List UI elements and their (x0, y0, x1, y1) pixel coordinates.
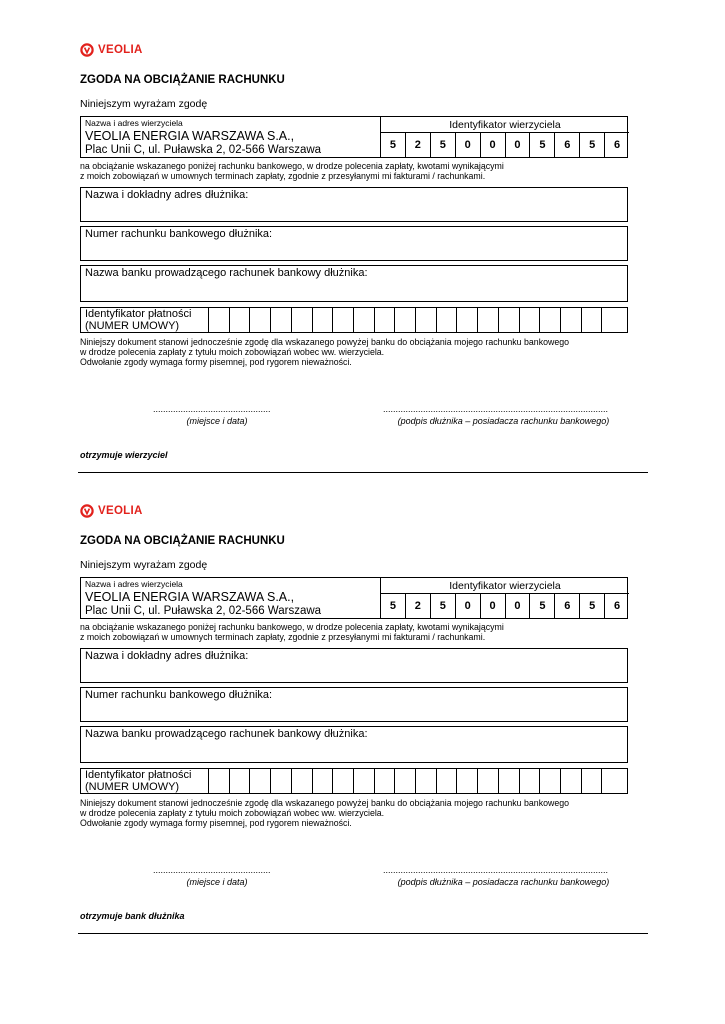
payment-id-field[interactable] (80, 307, 628, 333)
payment-id-cell[interactable] (415, 308, 437, 332)
payment-id-cell[interactable] (374, 769, 396, 793)
creditor-name: VEOLIA ENERGIA WARSZAWA S.A., (85, 590, 295, 604)
creditor-id-digit: 0 (480, 133, 505, 158)
creditor-id-digit: 5 (430, 133, 455, 158)
account-number-label: Numer rachunku bankowego dłużnika: (85, 228, 273, 240)
payment-id-sublabel: (NUMER UMOWY) (85, 781, 180, 793)
bank-name-field[interactable] (80, 265, 628, 302)
payment-id-cell[interactable] (208, 308, 230, 332)
debtor-name-label: Nazwa i dokładny adres dłużnika: (85, 189, 249, 201)
payment-id-cell[interactable] (332, 308, 354, 332)
creditor-id-block (380, 117, 629, 157)
statement-text: Niniejszy dokument stanowi jednocześnie zgodę dla wskazanego powyżej banku do obciążania mojego rachunku bankowego w drodze polecenia zapłaty z tytułu moich zobowiązań wobec ww. wierzyciela. Odwołanie zgody wymaga formy pisemnej, pod rygorem nieważności. (80, 798, 570, 829)
creditor-id-digit: 0 (505, 133, 530, 158)
account-number-field[interactable] (80, 226, 628, 261)
signature-caption: (podpis dłużnika – posiadacza rachunku bankowego) (397, 877, 610, 887)
intro-text: Niniejszym wyrażam zgodę (80, 559, 208, 571)
place-date-line[interactable]: ............................................... (153, 404, 271, 414)
recipient-note: otrzymuje wierzyciel (80, 450, 168, 460)
payment-id-cell[interactable] (581, 769, 603, 793)
signature-caption: (podpis dłużnika – posiadacza rachunku bankowego) (397, 416, 610, 426)
creditor-box (80, 577, 628, 619)
payment-id-cell[interactable] (519, 769, 541, 793)
payment-id-cell[interactable] (456, 769, 478, 793)
payment-id-cell[interactable] (249, 308, 271, 332)
creditor-id-block (380, 578, 629, 618)
creditor-id-digit: 6 (554, 594, 579, 619)
payment-id-cell[interactable] (436, 308, 458, 332)
debtor-name-field[interactable] (80, 187, 628, 222)
creditor-label: Nazwa i adres wierzyciela (85, 579, 183, 589)
creditor-id-digit: 5 (389, 600, 397, 612)
creditor-id-digit: 5 (389, 139, 397, 151)
payment-id-cell[interactable] (270, 308, 292, 332)
creditor-id-digit: 0 (455, 133, 480, 158)
creditor-id-digit: 6 (604, 133, 629, 158)
creditor-id-digit: 5 (529, 133, 554, 158)
creditor-id-digits (381, 132, 629, 158)
creditor-id-digit: 2 (405, 594, 430, 619)
payment-id-cell[interactable] (539, 769, 561, 793)
bank-name-field[interactable] (80, 726, 628, 763)
creditor-id-digit: 5 (579, 594, 604, 619)
payment-id-cell[interactable] (229, 308, 251, 332)
logo-text: VEOLIA (98, 505, 143, 517)
payment-id-cell[interactable] (498, 308, 520, 332)
creditor-id-digit: 6 (604, 594, 629, 619)
payment-id-cell[interactable] (581, 308, 603, 332)
payment-id-cell[interactable] (312, 308, 334, 332)
creditor-id-digit: 0 (505, 594, 530, 619)
payment-id-cell[interactable] (353, 769, 375, 793)
creditor-label: Nazwa i adres wierzyciela (85, 118, 183, 128)
debtor-name-label: Nazwa i dokładny adres dłużnika: (85, 650, 249, 662)
creditor-id-digit: 5 (579, 133, 604, 158)
payment-id-cell[interactable] (539, 308, 561, 332)
form-title: ZGODA NA OBCIĄŻANIE RACHUNKU (80, 535, 285, 547)
payment-id-field[interactable] (80, 768, 628, 794)
payment-id-label: Identyfikator płatności (85, 769, 192, 781)
payment-id-cell[interactable] (560, 308, 582, 332)
creditor-id-digit: 5 (430, 594, 455, 619)
payment-id-cell[interactable] (353, 308, 375, 332)
debtor-name-field[interactable] (80, 648, 628, 683)
payment-id-cell[interactable] (291, 769, 313, 793)
payment-id-cell[interactable] (208, 769, 230, 793)
statement-text: Niniejszy dokument stanowi jednocześnie zgodę dla wskazanego powyżej banku do obciążania mojego rachunku bankowego w drodze polecenia zapłaty z tytułu moich zobowiązań wobec ww. wierzyciela. Odwołanie zgody wymaga formy pisemnej, pod rygorem nieważności. (80, 337, 570, 368)
veolia-logo (80, 43, 143, 57)
place-date-caption: (miejsce i data) (186, 877, 248, 887)
creditor-id-digit: 0 (480, 594, 505, 619)
payment-id-cell[interactable] (270, 769, 292, 793)
creditor-box (80, 116, 628, 158)
consent-text: na obciążanie wskazanego poniżej rachunku bankowego, w drodze polecenia zapłaty, kwotami wynikającymi z moich zobowiązań w umownych terminach zapłaty, zgodnie z przesyłanymi mi fakturami / rachunkami. (80, 622, 504, 643)
account-number-field[interactable] (80, 687, 628, 722)
payment-id-cell[interactable] (249, 769, 271, 793)
place-date-caption: (miejsce i data) (186, 416, 248, 426)
payment-id-cell[interactable] (415, 769, 437, 793)
payment-id-cell[interactable] (394, 769, 416, 793)
payment-id-cell[interactable] (456, 308, 478, 332)
creditor-id-digit: 6 (554, 133, 579, 158)
place-date-line[interactable]: ............................................... (153, 865, 271, 875)
payment-id-cell[interactable] (601, 308, 623, 332)
consent-text: na obciążanie wskazanego poniżej rachunku bankowego, w drodze polecenia zapłaty, kwotami wynikającymi z moich zobowiązań w umownych terminach zapłaty, zgodnie z przesyłanymi mi fakturami / rachunkami. (80, 161, 504, 182)
creditor-address: Plac Unii C, ul. Puławska 2, 02-566 Warszawa (85, 605, 322, 617)
logo-text: VEOLIA (98, 44, 143, 56)
veolia-logo (80, 504, 143, 518)
form-creditor-copy (0, 0, 725, 480)
creditor-id-digit: 2 (405, 133, 430, 158)
creditor-address: Plac Unii C, ul. Puławska 2, 02-566 Warszawa (85, 144, 322, 156)
creditor-id-digits (381, 593, 629, 619)
creditor-name: VEOLIA ENERGIA WARSZAWA S.A., (85, 129, 295, 143)
payment-id-cell[interactable] (601, 769, 623, 793)
signature-line[interactable]: .......................................................................................... (383, 865, 609, 875)
payment-id-cell[interactable] (519, 308, 541, 332)
payment-id-cell[interactable] (560, 769, 582, 793)
creditor-id-digit: 5 (529, 594, 554, 619)
payment-id-cell[interactable] (332, 769, 354, 793)
creditor-id-digit: 0 (455, 594, 480, 619)
payment-id-cell[interactable] (477, 308, 499, 332)
divider-line (78, 933, 648, 934)
payment-id-cell[interactable] (229, 769, 251, 793)
payment-id-cell[interactable] (291, 308, 313, 332)
veolia-logo-icon (80, 43, 94, 57)
payment-id-cell[interactable] (312, 769, 334, 793)
payment-id-cell[interactable] (498, 769, 520, 793)
veolia-logo-icon (80, 504, 94, 518)
payment-id-cell[interactable] (436, 769, 458, 793)
intro-text: Niniejszym wyrażam zgodę (80, 98, 208, 110)
account-number-label: Numer rachunku bankowego dłużnika: (85, 689, 273, 701)
payment-id-label: Identyfikator płatności (85, 308, 192, 320)
signature-line[interactable]: .......................................................................................... (383, 404, 609, 414)
payment-id-sublabel: (NUMER UMOWY) (85, 320, 180, 332)
payment-id-cell[interactable] (477, 769, 499, 793)
bank-name-label: Nazwa banku prowadzącego rachunek bankowy dłużnika: (85, 267, 368, 279)
form-bank-copy (0, 461, 725, 941)
form-title: ZGODA NA OBCIĄŻANIE RACHUNKU (80, 74, 285, 86)
payment-id-cell[interactable] (394, 308, 416, 332)
creditor-id-label: Identyfikator wierzyciela (449, 580, 561, 592)
payment-id-cell[interactable] (374, 308, 396, 332)
recipient-note: otrzymuje bank dłużnika (80, 911, 185, 921)
bank-name-label: Nazwa banku prowadzącego rachunek bankowy dłużnika: (85, 728, 368, 740)
creditor-id-label: Identyfikator wierzyciela (449, 119, 561, 131)
